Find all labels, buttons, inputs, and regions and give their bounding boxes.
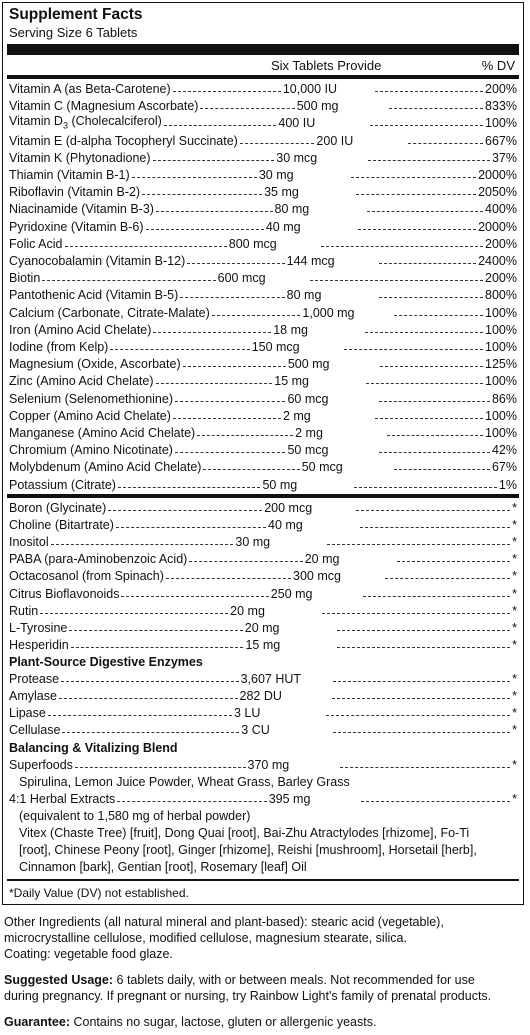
thick-rule-top	[7, 44, 519, 55]
supplement-facts-panel	[2, 2, 524, 905]
nutrient-amount: 200 mcg	[264, 501, 313, 515]
nutrient-amount: 18 mg	[273, 322, 308, 337]
nutrient-amount: 500 mg	[287, 357, 330, 372]
nutrient-amount: 50 mcg	[301, 460, 343, 475]
nutrient-name: PABA (para-Aminobenzoic Acid)	[9, 552, 188, 567]
other-ingredients-line-1: Other Ingredients (all natural mineral and plant-based): stearic acid (vegetable),	[4, 915, 444, 929]
guarantee-text: Contains no sugar, lactose, gluten or allergenic yeasts.	[70, 1015, 377, 1029]
nutrient-dv: 100%	[485, 340, 517, 354]
other-ingredients-line-2: microcrystalline cellulose, modified cellulose, magnesium stearate, silica.	[4, 931, 407, 945]
nutrient-name: Potassium (Citrate)	[9, 477, 116, 492]
herbal-detail-2: [root], Chinese Peony [root], Ginger [rhizome], Reishi [mushroom], Horsetail [herb],	[19, 843, 477, 857]
nutrient-dv: 86%	[491, 391, 518, 406]
nutrient-amount: 3 LU	[233, 706, 261, 721]
nutrient-name: Calcium (Carbonate, Citrate-Malate)	[9, 305, 210, 320]
nutrient-dv: 100%	[485, 305, 517, 320]
nutrient-name: Vitamin K (Phytonadione)	[9, 150, 151, 165]
nutrient-amount: 400 IU	[278, 116, 316, 131]
nutrient-dv: 200%	[485, 82, 517, 96]
nutrient-name: Iodine (from Kelp)	[9, 340, 109, 354]
nutrient-amount: 10,000 IU	[282, 82, 338, 96]
nutrient-row	[9, 551, 517, 568]
nutrient-row	[9, 722, 517, 739]
nutrient-dv: *	[512, 706, 517, 721]
nutrient-dv: *	[512, 518, 517, 533]
nutrient-row	[9, 373, 517, 390]
nutrient-dv: 800%	[485, 288, 518, 303]
nutrient-name: Amylase	[9, 689, 57, 704]
guarantee-line	[4, 1014, 522, 1030]
nutrient-dv: 2400%	[478, 254, 517, 268]
nutrient-name: Boron (Glycinate)	[9, 501, 107, 515]
nutrient-name: Thiamin (Vitamin B-1)	[9, 168, 130, 182]
nutrient-row	[9, 322, 517, 339]
nutrient-row	[9, 305, 517, 322]
footnote-rule	[7, 879, 519, 881]
nutrient-dv: *	[512, 672, 517, 686]
nutrient-amount: 3,607 HUT	[240, 672, 302, 686]
nutrient-amount: 15 mg	[245, 637, 281, 652]
nutrient-amount: 282 DU	[239, 689, 282, 704]
nutrient-dv: *	[512, 603, 517, 618]
usage-line-2: during pregnancy. If pregnant or nursing, try Rainbow Light's family of prenatal products.	[4, 989, 492, 1003]
nutrient-amount: 20 mg	[304, 552, 340, 567]
nutrient-dv: 200%	[485, 271, 518, 286]
herbal-amount: 395 mg	[268, 792, 311, 806]
herbal-row	[9, 791, 517, 808]
serving-size: Serving Size 6 Tablets	[9, 25, 138, 40]
herbal-dv: *	[512, 792, 518, 806]
nutrient-dv: 200%	[485, 236, 518, 251]
nutrient-dv: 100%	[485, 408, 517, 423]
nutrient-name: Rutin	[9, 603, 39, 618]
nutrient-row	[9, 671, 517, 688]
usage-text-1: 6 tablets daily, with or between meals. Not recommended for use	[113, 973, 475, 987]
nutrient-amount: 250 mg	[270, 586, 313, 601]
nutrient-name: Octacosanol (from Spinach)	[9, 569, 164, 584]
nutrient-amount: 300 mcg	[293, 569, 341, 584]
nutrient-amount: 2 mg	[295, 426, 323, 440]
nutrient-amount: 50 mg	[262, 477, 298, 492]
nutrient-name: Citrus Bioflavonoids	[9, 586, 120, 601]
nutrient-name: Protease	[9, 672, 60, 686]
blend-title: Balancing & Vitalizing Blend	[9, 741, 178, 755]
nutrient-row	[9, 253, 517, 270]
herbal-equivalent: (equivalent to 1,580 mg of herbal powder)	[19, 809, 251, 823]
nutrient-dv: *	[512, 620, 518, 635]
nutrient-row	[9, 150, 517, 167]
nutrient-dv: 2000%	[478, 219, 518, 234]
nutrient-row	[9, 442, 517, 459]
nutrient-row	[9, 620, 517, 637]
nutrient-amount: 1,000 mg	[302, 305, 355, 320]
nutrient-name: Magnesium (Oxide, Ascorbate)	[9, 357, 181, 372]
nutrient-name: Riboflavin (Vitamin B-2)	[9, 185, 141, 200]
header-rule	[7, 75, 519, 79]
nutrient-dv: *	[512, 535, 518, 550]
nutrient-row	[9, 688, 517, 705]
nutrient-row	[9, 356, 517, 373]
nutrient-name: Copper (Amino Acid Chelate)	[9, 408, 171, 423]
nutrient-row	[9, 477, 517, 494]
nutrient-row	[9, 534, 517, 551]
nutrient-amount: 15 mg	[274, 374, 310, 389]
nutrient-name: Cellulase	[9, 723, 61, 738]
herbal-detail-1: Vitex (Chaste Tree) [fruit], Dong Quai [root], Bai-Zhu Atractylodes [rhizome], Fo-Ti	[19, 826, 470, 840]
nutrient-amount: 60 mcg	[287, 391, 329, 406]
nutrient-name: Selenium (Selenomethionine)	[9, 391, 173, 406]
guarantee-label: Guarantee:	[4, 1015, 70, 1029]
nutrient-name: Vitamin C (Magnesium Ascorbate)	[9, 99, 199, 114]
column-header-provide: Six Tablets Provide	[271, 58, 382, 73]
nutrient-name: Pantothenic Acid (Vitamin B-5)	[9, 288, 179, 303]
nutrient-dv: *	[512, 501, 518, 515]
usage-label: Suggested Usage:	[4, 973, 114, 987]
nutrient-dv: 1%	[498, 477, 517, 492]
nutrient-row	[9, 603, 517, 620]
nutrient-row	[9, 459, 517, 476]
nutrient-row	[9, 586, 517, 603]
panel-title: Supplement Facts	[9, 6, 143, 23]
nutrient-row	[9, 408, 517, 425]
nutrient-row	[9, 391, 517, 408]
nutrient-name: Folic Acid	[9, 236, 63, 251]
nutrient-amount: 20 mg	[230, 603, 265, 618]
nutrient-amount: 150 mcg	[251, 340, 300, 354]
nutrient-name: Hesperidin	[9, 637, 69, 652]
nutrient-dv: 42%	[491, 443, 517, 458]
nutrient-amount: 80 mg	[274, 202, 310, 217]
nutrient-row	[9, 568, 517, 585]
nutrient-name: Chromium (Amino Nicotinate)	[9, 443, 173, 458]
nutrient-amount: 3 CU	[241, 723, 270, 738]
nutrient-row	[9, 201, 517, 218]
nutrient-name: Choline (Bitartrate)	[9, 518, 114, 533]
coating-text: Coating: vegetable food glaze.	[4, 947, 173, 961]
nutrient-row	[9, 287, 517, 304]
nutrient-row	[9, 115, 517, 132]
nutrient-amount: 30 mg	[258, 168, 294, 182]
nutrient-amount: 50 mcg	[287, 443, 329, 458]
nutrient-amount: 40 mg	[268, 518, 303, 533]
nutrient-name: Biotin	[9, 271, 41, 286]
nutrient-dv: 400%	[485, 202, 518, 217]
superfoods-amount: 370 mg	[247, 758, 290, 772]
mid-rule	[7, 494, 519, 498]
nutrient-dv: 100%	[485, 116, 517, 131]
nutrient-amount: 80 mg	[286, 288, 322, 303]
column-header-dv: % DV	[481, 58, 515, 73]
nutrient-dv: *	[512, 552, 518, 567]
nutrient-dv: *	[512, 586, 517, 601]
nutrient-dv: 125%	[485, 357, 517, 372]
herbal-detail-3: Cinnamon [bark], Gentian [root], Rosemary [leaf] Oil	[19, 860, 307, 874]
nutrient-dv: 667%	[485, 133, 517, 148]
nutrient-dv: *	[512, 689, 517, 704]
nutrient-row	[9, 219, 517, 236]
superfoods-detail: Spirulina, Lemon Juice Powder, Wheat Grass, Barley Grass	[19, 775, 350, 789]
nutrient-row	[9, 270, 517, 287]
nutrient-dv: 100%	[485, 374, 517, 389]
nutrient-amount: 500 mg	[296, 99, 339, 114]
nutrient-row	[9, 425, 517, 442]
dv-footnote: *Daily Value (DV) not established.	[9, 886, 189, 900]
nutrient-name: Molybdenum (Amino Acid Chelate)	[9, 460, 202, 475]
nutrient-amount: 800 mcg	[228, 236, 277, 251]
nutrient-name: Vitamin $D_3$ (Cholecalciferol)	[9, 114, 162, 131]
nutrient-amount: 35 mg	[264, 185, 299, 200]
nutrient-name: Cyanocobalamin (Vitamin B-12)	[9, 254, 186, 268]
enzymes-title: Plant-Source Digestive Enzymes	[9, 655, 203, 669]
nutrient-dv: *	[512, 723, 518, 738]
nutrient-dv: 37%	[491, 150, 517, 165]
nutrient-name: Manganese (Amino Acid Chelate)	[9, 426, 196, 440]
nutrient-name: Iron (Amino Acid Chelate)	[9, 322, 152, 337]
nutrient-row	[9, 81, 517, 98]
nutrient-dv: 67%	[491, 460, 518, 475]
nutrient-amount: 144 mcg	[286, 254, 335, 268]
nutrient-name: Pyridoxine (Vitamin B-6)	[9, 219, 144, 234]
superfoods-row	[9, 757, 517, 774]
nutrient-dv: 100%	[485, 426, 518, 440]
nutrient-dv: 833%	[485, 99, 518, 114]
nutrient-amount: 30 mg	[235, 535, 271, 550]
nutrient-row	[9, 637, 517, 654]
nutrient-dv: *	[512, 569, 517, 584]
nutrient-name: Lipase	[9, 706, 46, 721]
nutrient-name: Vitamin A (as Beta-Carotene)	[9, 82, 171, 96]
nutrient-dv: 2050%	[478, 185, 518, 200]
usage-line-1	[4, 972, 522, 988]
nutrient-row	[9, 167, 517, 184]
superfoods-dv: *	[512, 758, 517, 772]
superfoods-name: Superfoods	[9, 758, 73, 772]
nutrient-amount: 600 mcg	[217, 271, 266, 286]
nutrient-name: Zinc (Amino Acid Chelate)	[9, 374, 154, 389]
nutrient-name: Vitamin E (d-alpha Tocopheryl Succinate)	[9, 133, 238, 148]
nutrient-dv: 2000%	[478, 168, 518, 182]
nutrient-row	[9, 339, 517, 356]
nutrient-name: Niacinamide (Vitamin B-3)	[9, 202, 154, 217]
nutrient-row	[9, 705, 517, 722]
nutrient-name: Inositol	[9, 535, 49, 550]
nutrient-amount: 20 mg	[244, 620, 280, 635]
nutrient-amount: 30 mcg	[276, 150, 318, 165]
nutrient-amount: 200 IU	[316, 133, 354, 148]
nutrient-dv: 100%	[485, 322, 518, 337]
nutrient-row	[9, 500, 517, 517]
nutrient-row	[9, 517, 517, 534]
herbal-name: 4:1 Herbal Extracts	[9, 792, 116, 806]
nutrient-amount: 2 mg	[282, 408, 311, 423]
nutrient-row	[9, 236, 517, 253]
nutrient-dv: *	[512, 637, 518, 652]
nutrient-row	[9, 184, 517, 201]
nutrient-row	[9, 133, 517, 150]
nutrient-amount: 40 mg	[265, 219, 301, 234]
nutrient-name: L-Tyrosine	[9, 620, 68, 635]
